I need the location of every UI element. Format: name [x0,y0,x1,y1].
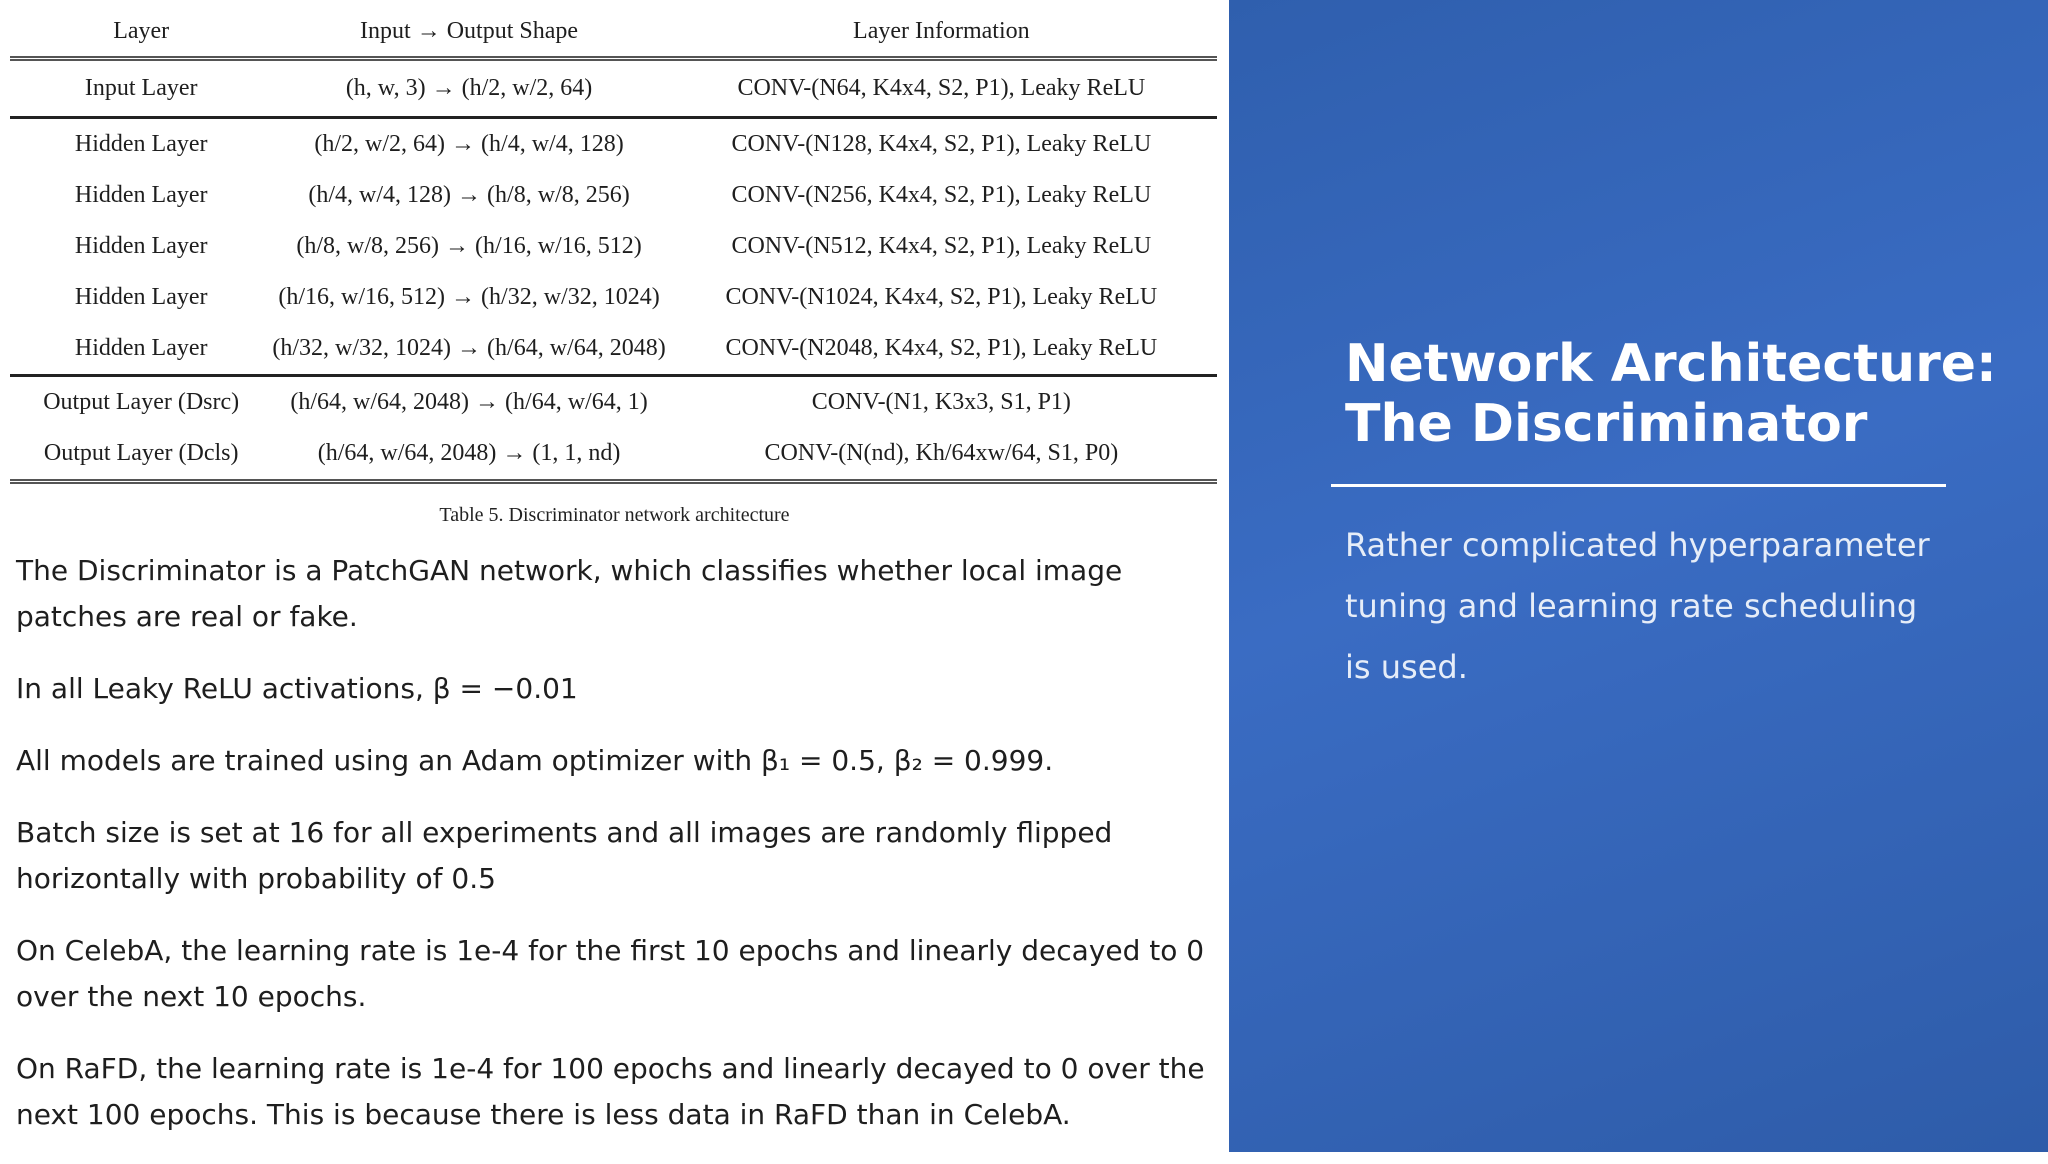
table-header-row [10,6,1217,59]
table-row [10,59,1217,118]
table-caption: Table 5. Discriminator network architecture [439,504,790,526]
table-cell-layer: Hidden Layer [74,131,208,157]
slide-title-line1: Network Architecture: [1345,334,1997,394]
table-cell-shape: (h/64, w/64, 2048) → (1, 1, nd) [272,428,665,482]
table-cell-info: CONV-(N128, K4x4, S2, P1), Leaky ReLU [731,131,1152,157]
paragraph-celeba: On CelebA, the learning rate is 1e-4 for the first 10 epochs and linearly decayed to 0 over the next 10 epochs. [16,934,1205,1013]
table-cell-shape: (h/8, w/8, 256) → (h/16, w/16, 512) [296,233,642,259]
table-cell-shape: (h/64, w/64, 2048) → (h/64, w/64, 1) [290,389,648,415]
table-cell-shape: (h/2, w/2, 64) → (h/4, w/4, 128) [314,131,624,157]
paragraph-batch-size: Batch size is set at 16 for all experiments and all images are randomly flipped horizontally with probability of 0.5 [16,816,1113,895]
paragraph-rafd: On RaFD, the learning rate is 1e-4 for 100 epochs and linearly decayed to 0 over the next 100 epochs. This is because there is less data in RaFD than in CelebA. [16,1052,1205,1131]
paragraph-adam: All models are trained using an Adam optimizer with β₁ = 0.5, β₂ = 0.999. [16,744,1054,777]
architecture-table [10,6,1217,484]
table-cell-info: CONV-(N64, K4x4, S2, P1), Leaky ReLU [666,59,1217,118]
table-row [10,428,1217,482]
table-cell-info: CONV-(N1, K3x3, S1, P1) [811,389,1071,415]
table-row [10,221,1217,272]
table-cell-layer: Hidden Layer [10,323,272,376]
table-cell-layer: Hidden Layer [74,233,208,259]
table-cell-layer: Output Layer (Dsrc) [43,389,240,415]
table-cell-info: CONV-(N1024, K4x4, S2, P1), Leaky ReLU [725,284,1158,310]
table-cell-shape: (h/32, w/32, 1024) → (h/64, w/64, 2048) [272,323,665,376]
body-text [16,548,1216,1164]
table-row [10,323,1217,376]
table-cell-shape: (h, w, 3) → (h/2, w/2, 64) [272,59,665,118]
table-row [10,170,1217,221]
table-header-shape: Input → Output Shape [272,6,665,59]
paragraph-leaky-relu: In all Leaky ReLU activations, β = −0.01 [16,672,578,705]
slide-title [1345,334,2005,454]
table-header-layer: Layer [10,6,272,59]
table-cell-info: CONV-(N(nd), Kh/64xw/64, S1, P0) [666,428,1217,482]
slide-subtitle: Rather complicated hyperparameter tuning and learning rate scheduling is used. [1345,526,1930,686]
table-cell-layer: Hidden Layer [74,284,208,310]
table-cell-layer: Input Layer [10,59,272,118]
table-cell-info: CONV-(N256, K4x4, S2, P1), Leaky ReLU [731,182,1152,208]
table-cell-info: CONV-(N2048, K4x4, S2, P1), Leaky ReLU [666,323,1217,376]
table-row [10,376,1217,429]
table-cell-info: CONV-(N512, K4x4, S2, P1), Leaky ReLU [731,233,1152,259]
paragraph-patchgan: The Discriminator is a PatchGAN network, which classifies whether local image patches are real or fake. [16,554,1123,633]
title-divider [1331,484,1946,487]
table-cell-layer: Hidden Layer [74,182,208,208]
table-cell-shape: (h/4, w/4, 128) → (h/8, w/8, 256) [308,182,630,208]
table-header-info: Layer Information [666,6,1217,59]
table-row [10,118,1217,171]
slide-title-line2: The Discriminator [1345,394,1868,454]
table-cell-shape: (h/16, w/16, 512) → (h/32, w/32, 1024) [278,284,660,310]
table-row [10,272,1217,323]
table-cell-layer: Output Layer (Dcls) [10,428,272,482]
